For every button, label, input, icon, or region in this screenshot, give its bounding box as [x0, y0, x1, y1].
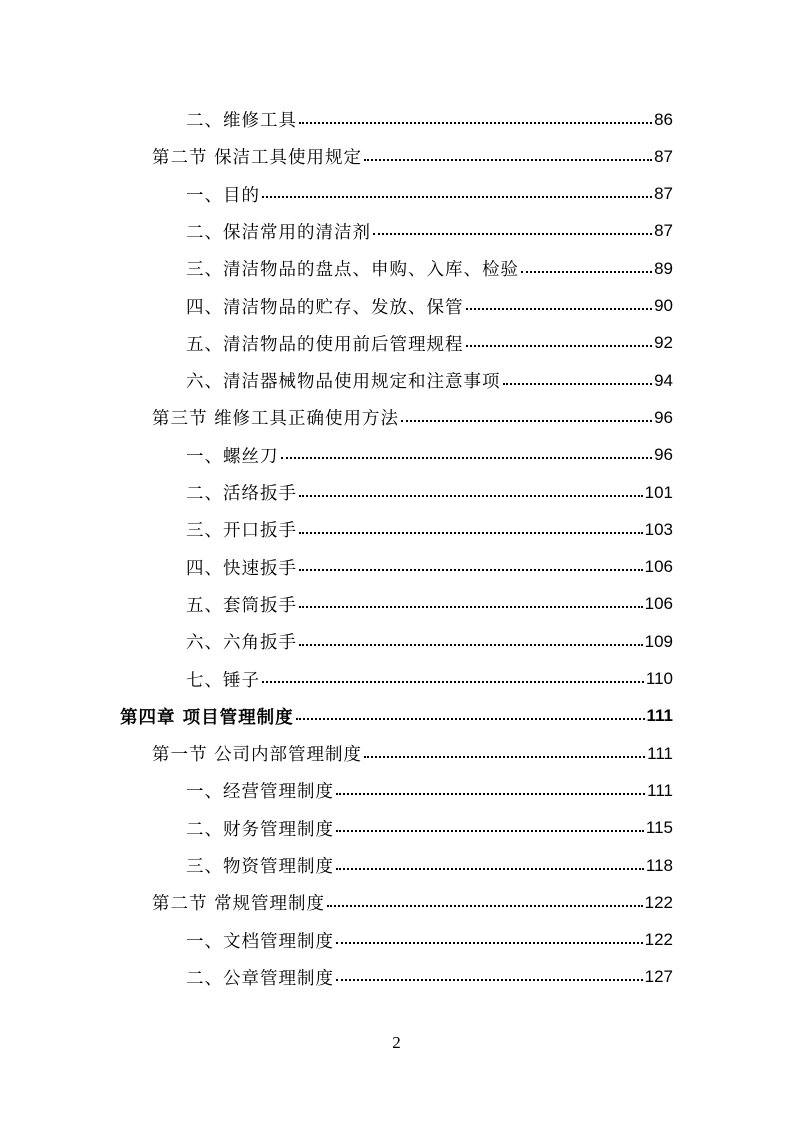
toc-entry[interactable]	[186, 101, 673, 138]
toc-entry-page: 87	[654, 184, 673, 204]
dot-leader	[296, 718, 645, 720]
toc-entry-page: 111	[646, 706, 673, 726]
toc-entry-label: 七、锤子	[186, 670, 260, 691]
toc-entry[interactable]	[186, 959, 673, 996]
toc-entry-label: 四、清洁物品的贮存、发放、保管	[186, 297, 464, 318]
toc-entry[interactable]	[152, 884, 673, 921]
page-number: 2	[392, 1033, 401, 1052]
dot-leader	[336, 942, 643, 944]
toc-entry[interactable]	[186, 661, 673, 698]
toc-entry-page: 111	[647, 780, 673, 800]
toc-entry[interactable]	[152, 138, 673, 175]
toc-entry-page: 90	[654, 296, 673, 315]
dot-leader	[336, 830, 644, 832]
toc-entry[interactable]	[186, 437, 673, 474]
toc-entry-label: 第一节 公司内部管理制度	[152, 745, 363, 766]
toc-entry-page: 103	[644, 519, 673, 539]
toc-entry-label: 一、经营管理制度	[186, 782, 334, 803]
toc-entry[interactable]	[186, 772, 673, 809]
toc-entry-label: 四、快速扳手	[186, 558, 297, 579]
toc-entry[interactable]	[186, 922, 673, 959]
dot-leader	[466, 308, 653, 310]
dot-leader	[466, 345, 653, 347]
dot-leader	[327, 905, 643, 907]
toc-entry[interactable]	[186, 325, 673, 362]
toc-entry-page: 111	[647, 743, 673, 763]
toc-entry[interactable]	[186, 362, 673, 399]
toc-entry-page: 86	[654, 109, 673, 129]
dot-leader	[299, 122, 652, 124]
dot-leader	[336, 868, 644, 870]
dot-leader	[503, 383, 653, 385]
toc-entry-page: 122	[644, 892, 673, 912]
toc-entry[interactable]	[186, 250, 673, 287]
toc-entry[interactable]	[186, 586, 673, 623]
toc-entry-label: 二、财务管理制度	[186, 819, 334, 840]
toc-entry-page: 118	[645, 855, 673, 875]
toc-entry-label: 五、套筒扳手	[186, 595, 297, 616]
dot-leader	[299, 644, 643, 646]
dot-leader	[281, 457, 653, 459]
toc-entry[interactable]	[120, 698, 673, 735]
toc-entry[interactable]	[186, 810, 673, 847]
toc-entry-label: 三、开口扳手	[186, 521, 297, 542]
toc-entry-label: 三、物资管理制度	[186, 857, 334, 877]
toc-entry[interactable]	[186, 288, 673, 325]
toc-entry-page: 106	[644, 594, 673, 614]
toc-entry[interactable]	[186, 213, 673, 250]
dot-leader	[299, 569, 643, 571]
dot-leader	[299, 495, 643, 497]
toc-entry-label: 二、维修工具	[186, 111, 297, 131]
toc-entry[interactable]	[152, 735, 673, 772]
toc-entry-page: 127	[644, 967, 673, 987]
toc-entry-label: 一、文档管理制度	[186, 931, 334, 952]
toc-entry[interactable]	[186, 474, 673, 511]
toc-entry[interactable]	[186, 623, 673, 660]
toc-entry-label: 六、清洁器械物品使用规定和注意事项	[186, 372, 501, 393]
toc-entry-page: 87	[654, 221, 673, 241]
dot-leader	[262, 196, 652, 198]
dot-leader	[262, 681, 644, 683]
toc-entry[interactable]	[186, 847, 673, 884]
dot-leader	[373, 233, 652, 235]
toc-entry-page: 96	[654, 407, 673, 427]
dot-leader	[336, 979, 643, 981]
toc-entry-label: 三、清洁物品的盘点、申购、入库、检验	[186, 260, 519, 281]
toc-entry-label: 第四章 项目管理制度	[120, 707, 294, 728]
toc-entry-page: 109	[644, 631, 673, 651]
toc-entry-label: 第二节 常规管理制度	[152, 894, 326, 915]
toc-entry-label: 第二节 保洁工具使用规定	[152, 148, 363, 169]
dot-leader	[364, 756, 645, 758]
toc-entry-label: 第三节 维修工具正确使用方法	[152, 409, 400, 430]
dot-leader	[299, 532, 643, 534]
toc-entry[interactable]	[186, 176, 673, 213]
toc-entry[interactable]	[186, 549, 673, 586]
dot-leader	[336, 793, 645, 795]
dot-leader	[521, 271, 652, 273]
toc-entry-page: 115	[645, 818, 673, 838]
toc-entry-label: 一、螺丝刀	[186, 446, 279, 467]
toc-entry-label: 二、公章管理制度	[186, 968, 334, 989]
toc-entry-page: 89	[654, 258, 673, 278]
toc-entry[interactable]	[152, 399, 673, 436]
toc-entry-page: 87	[654, 146, 673, 166]
toc-entry-page: 92	[654, 333, 673, 353]
toc-entry-label: 二、保洁常用的清洁剂	[186, 222, 371, 243]
toc-entry-page: 122	[644, 930, 673, 950]
toc-entry[interactable]	[186, 511, 673, 548]
toc-entry-label: 六、六角扳手	[186, 633, 297, 654]
dot-leader	[299, 606, 643, 608]
toc-entry-page: 94	[654, 370, 673, 390]
toc-entry-page: 106	[644, 557, 673, 577]
toc-entry-label: 二、活络扳手	[186, 484, 297, 504]
toc-entry-label: 五、清洁物品的使用前后管理规程	[186, 334, 464, 355]
dot-leader	[401, 420, 652, 422]
toc-entry-page: 96	[654, 445, 673, 465]
dot-leader	[364, 159, 652, 161]
toc-entry-page: 110	[645, 669, 673, 688]
toc-entry-label: 一、目的	[186, 185, 260, 206]
toc-entry-page: 101	[644, 482, 673, 502]
